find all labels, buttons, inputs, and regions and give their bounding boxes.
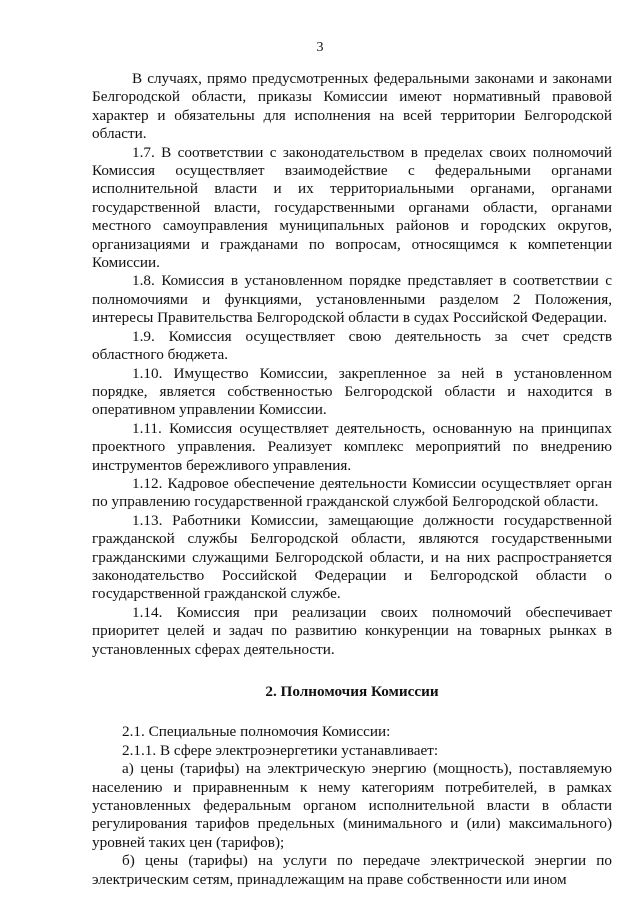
paragraph-1-7: 1.7. В соответствии с законодательством в пределах своих полномочий Комиссия осуществляет взаимодействие с федеральными органами исполнительной власти и их территориальными органами, органами государственной власти, государственными органами области, органами местного самоуправления муниципальных районов и городских округов, организациями и гражданами по вопросам, относящимся к компетенции Комиссии. (92, 143, 612, 272)
paragraph-1-13: 1.13. Работники Комиссии, замещающие должности государственной гражданской службы Белгородской области, являются государственными гражданскими служащими Белгородской области, и на них распространяется законодательство Российской Федерации и Белгородской области о государственной гражданской службе. (92, 511, 612, 603)
paragraph-1-9: 1.9. Комиссия осуществляет свою деятельность за счет средств областного бюджета. (92, 327, 612, 364)
paragraph-2-1-1: 2.1.1. В сфере электроэнергетики устанавливает: (122, 741, 439, 759)
paragraph-1-8: 1.8. Комиссия в установленном порядке представляет в соответствии с полномочиями и функциями, установленными разделом 2 Положения, интересы Правительства Белгородской области в судах Российской Федерации. (92, 272, 612, 327)
paragraph-2-1: 2.1. Специальные полномочия Комиссии: (122, 723, 391, 741)
paragraph-1-11: 1.11. Комиссия осуществляет деятельность, основанную на принципах проектного управления. Реализует комплекс мероприятий по внедрению инструментов бережливого управления. (92, 419, 612, 474)
section-title: 2. Полномочия Комиссии (265, 683, 439, 700)
paragraph-item-a: а) цены (тарифы) на электрическую энергию (мощность), поставляемую населению и приравненным к нему категориям потребителей, в рамках установленных федеральным органом исполнительной власти в области регулирования тарифов предельных (минимального и (или) максимального) уровней таких цен (тарифов); (92, 760, 612, 851)
paragraph-intro: В случаях, прямо предусмотренных федеральными законами и законами Белгородской области, приказы Комиссии имеют нормативный правовой характер и обязательны для исполнения на всей территории Белгородской области. (92, 70, 612, 143)
document-body (92, 70, 612, 889)
paragraph-item-b: б) цены (тарифы) на услуги по передаче электрической энергии по электрическим сетям, принадлежащим на праве собственности или ином (92, 852, 612, 888)
paragraph-1-12: 1.12. Кадровое обеспечение деятельности Комиссии осуществляет орган по управлению государственной гражданской службой Белгородской области. (92, 474, 612, 511)
page-number: 3 (316, 40, 324, 55)
paragraph-1-10: 1.10. Имущество Комиссии, закрепленное за ней в установленном порядке, является собственностью Белгородской области и находится в оперативном управлении Комиссии. (92, 364, 612, 419)
paragraph-1-14: 1.14. Комиссия при реализации своих полномочий обеспечивает приоритет целей и задач по развитию конкуренции на товарных рынках в установленных сферах деятельности. (92, 603, 612, 658)
